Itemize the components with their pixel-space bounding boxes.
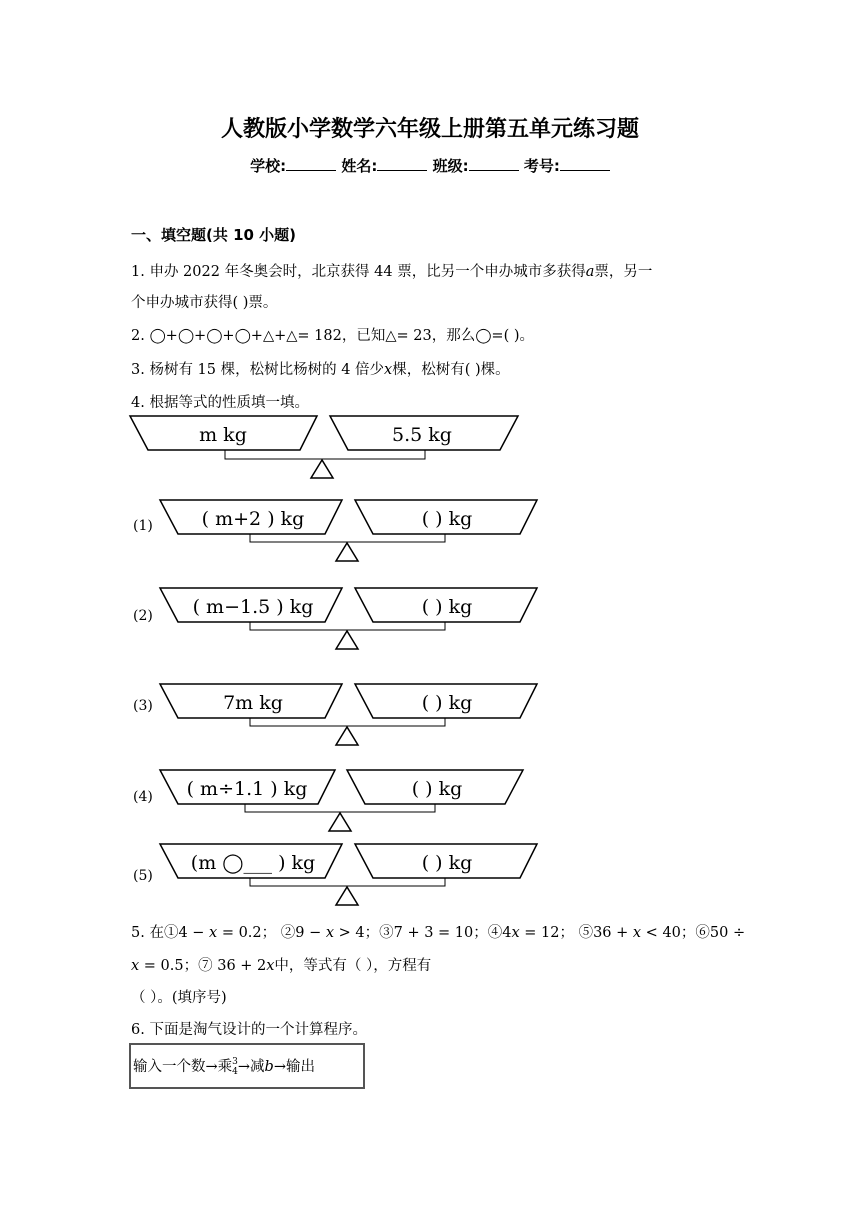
question-5-line-3: （ ）。(填序号)	[131, 990, 227, 1006]
question-2: 2. ◯+◯+◯+◯+△+△= 182，已知△= 23，那么◯=( )。	[131, 328, 534, 344]
scale-1-left-label: ( m+2 ) kg	[201, 508, 305, 530]
calculation-program-box	[129, 1043, 365, 1089]
balance-scale-4	[155, 767, 555, 837]
main-left-pan-label: m kg	[199, 424, 247, 446]
page-title: 人教版小学数学六年级上册第五单元练习题	[220, 117, 639, 142]
scale-3-right-label: ( ) kg	[421, 692, 473, 714]
scale-3-number: (3)	[133, 698, 153, 714]
scale-2-left-label: ( m−1.5 ) kg	[192, 596, 314, 618]
question-1-line-1: 1. 申办 2022 年冬奥会时，北京获得 44 票，比另一个申办城市多获得𝑎票，另一	[131, 264, 653, 280]
scale-2-right-label: ( ) kg	[421, 596, 473, 618]
balance-scale-5	[155, 841, 555, 911]
student-info-line	[0, 155, 860, 176]
section-heading: 一、填空题(共 10 小题)	[131, 226, 297, 244]
program-part-2: →减𝑏→输出	[237, 1059, 315, 1075]
name-blank[interactable]	[377, 156, 427, 171]
question-6: 6. 下面是淘气设计的一个计算程序。	[131, 1022, 367, 1038]
fraction-denominator: 4	[232, 1067, 238, 1077]
main-right-pan-label: 5.5 kg	[392, 424, 452, 446]
school-label: 学校:	[250, 157, 287, 175]
scale-5-right-label: ( ) kg	[421, 852, 473, 874]
fraction-numerator: 3	[232, 1057, 238, 1067]
class-blank[interactable]	[469, 156, 519, 171]
question-3: 3. 杨树有 15 棵，松树比杨树的 4 倍少𝑥棵，松树有( )棵。	[131, 362, 510, 378]
scale-5-number: (5)	[133, 868, 153, 884]
scale-4-right-label: ( ) kg	[411, 778, 463, 800]
scale-4-number: (4)	[133, 789, 153, 805]
question-5-line-2: 𝑥 = 0.5；⑦ 36 + 2𝑥中，等式有（ ），方程有	[131, 958, 432, 974]
school-blank[interactable]	[286, 156, 336, 171]
question-1-line-2: 个申办城市获得( )票。	[131, 295, 278, 311]
question-5-line-1: 5. 在①4 − 𝑥 = 0.2； ②9 − 𝑥 > 4；③7 + 3 = 10；④4𝑥 = 12； ⑤36 + 𝑥 < 40；⑥50 ÷	[131, 925, 746, 941]
class-label: 班级:	[432, 157, 469, 175]
scale-1-number: (1)	[133, 518, 153, 534]
balance-scale-main	[125, 413, 525, 483]
balance-scale-3	[155, 681, 555, 751]
exam-no-blank[interactable]	[560, 156, 610, 171]
balance-scale-2	[155, 585, 555, 655]
scale-4-left-label: ( m÷1.1 ) kg	[186, 778, 308, 800]
question-4: 4. 根据等式的性质填一填。	[131, 395, 309, 411]
scale-2-number: (2)	[133, 608, 153, 624]
scale-3-left-label: 7m kg	[223, 692, 283, 714]
scale-1-right-label: ( ) kg	[421, 508, 473, 530]
exam-no-label: 考号:	[523, 157, 560, 175]
program-part-1: 输入一个数→乘	[133, 1059, 233, 1075]
scale-5-left-label: (m ◯___ ) kg	[190, 852, 316, 874]
name-label: 姓名:	[341, 157, 378, 175]
balance-scale-1	[155, 497, 555, 567]
